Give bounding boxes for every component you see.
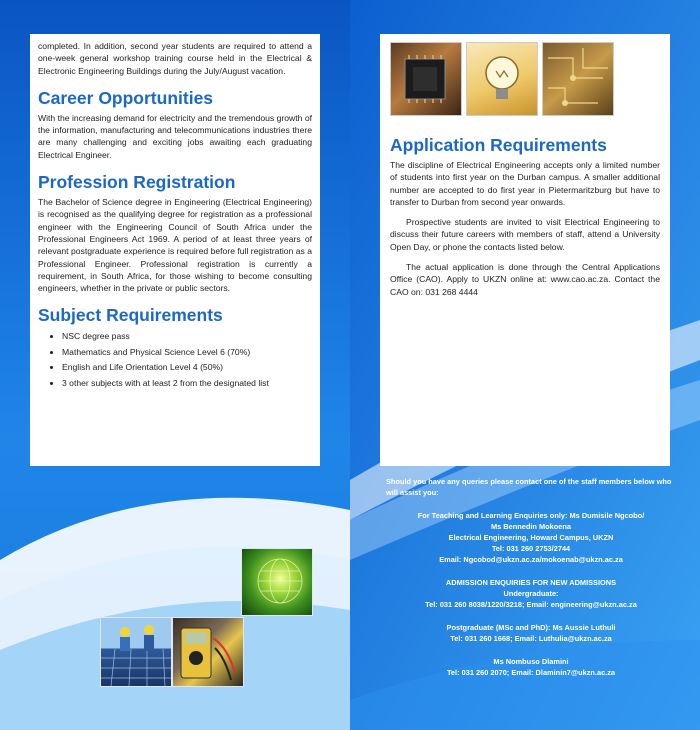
list-item: • 3 other subjects with at least 2 from the designated list xyxy=(62,376,312,392)
right-content-panel xyxy=(380,34,670,466)
subjects-list xyxy=(38,329,312,391)
dlamini-line[interactable]: Tel: 031 260 2070; Email: Dlaminin7@ukzn.ac.za xyxy=(446,668,616,677)
admission-contact xyxy=(386,577,676,610)
application-heading: Application Requirements xyxy=(390,135,607,155)
globe-photo xyxy=(241,548,313,616)
teaching-contact xyxy=(386,510,676,565)
admission-line[interactable]: Tel: 031 260 8038/1220/3218; Email: engineering@ukzn.ac.za xyxy=(425,600,637,609)
teaching-line: Ms Bennedin Mokoena xyxy=(490,522,572,531)
intro-paragraph: completed. In addition, second year students are required to attend a one-week general workshop training course held in the Electrical & Electronic Engineering Buildings during the July/August vacation. xyxy=(38,41,312,76)
postgrad-contact xyxy=(386,622,676,644)
list-item: • Mathematics and Physical Science Level 6 (70%) xyxy=(62,345,312,361)
list-item: • English and Life Orientation Level 4 (50%) xyxy=(62,360,312,376)
teaching-line: Tel: 031 260 2753/2744 xyxy=(491,544,571,553)
application-paragraph-2: Prospective students are invited to visit Electrical Engineering to discuss their future careers with members of staff, attend a University Open Day, or phone the contacts listed below. xyxy=(390,217,660,252)
dlamini-line: Ms Nombuso Dlamini xyxy=(493,657,569,666)
left-content-panel xyxy=(30,34,320,466)
admission-line: ADMISSION ENQUIRIES FOR NEW ADMISSIONS xyxy=(445,578,617,587)
dlamini-contact xyxy=(386,656,676,678)
circuit-board-photo xyxy=(542,42,614,116)
postgrad-line[interactable]: Tel: 031 260 1668; Email: Luthulia@ukzn.ac.za xyxy=(450,634,612,643)
application-paragraph-3: The actual application is done through the Central Applications Office (CAO). Apply to UKZN online at: www.cao.ac.za. Contact the CAO on: 031 268 4444 xyxy=(390,262,660,297)
contacts-intro: Should you have any queries please contact one of the staff members below who will assist you: xyxy=(386,477,672,497)
postgrad-line: Postgraduate (MSc and PhD): Ms Aussie Luthuli xyxy=(446,623,616,632)
teaching-email[interactable]: Email: Ngcobod@ukzn.ac.za/mokoenab@ukzn.ac.za xyxy=(439,555,623,564)
contacts-section xyxy=(386,476,676,690)
subjects-heading: Subject Requirements xyxy=(38,305,223,326)
career-paragraph: With the increasing demand for electricity and the tremendous growth of the information, manufacturing and telecommunications industries there are many challenging and exciting jobs awaiting each graduating Electrical Engineer. xyxy=(38,112,312,160)
admission-line: Undergraduate: xyxy=(503,589,559,598)
teaching-line: For Teaching and Learning Enquiries only: Ms Dumisile Ngcobo/ xyxy=(417,511,645,520)
career-heading: Career Opportunities xyxy=(38,87,214,108)
multimeter-photo xyxy=(172,617,244,687)
lightbulb-photo xyxy=(466,42,538,116)
profession-paragraph: The Bachelor of Science degree in Engineering (Electrical Engineering) is recognised as the qualifying degree for registration as a professional engineer with the Engineering Council of South Africa under the Professional Engineers Act 1969. A period of at least three years of relevant postgraduate experience is required before full registration as a Professional Engineer. Professional registration is currently a requirement, in South Africa, for those wishing to become consulting engineers, whether in the private or public sectors. xyxy=(38,197,312,294)
header-photos xyxy=(390,42,660,120)
list-item: • NSC degree pass xyxy=(62,329,312,345)
profession-heading: Profession Registration xyxy=(38,172,236,193)
solar-workers-photo xyxy=(100,617,172,687)
application-paragraph-1: The discipline of Electrical Engineering accepts only a limited number of students into first year on the Durban campus. A smaller additional number are accepted to do first year in Pietermaritzburg but have to transfer to Durban from second year onwards. xyxy=(390,160,660,207)
teaching-line: Electrical Engineering, Howard Campus, UKZN xyxy=(448,533,614,542)
chip-photo xyxy=(390,42,462,116)
